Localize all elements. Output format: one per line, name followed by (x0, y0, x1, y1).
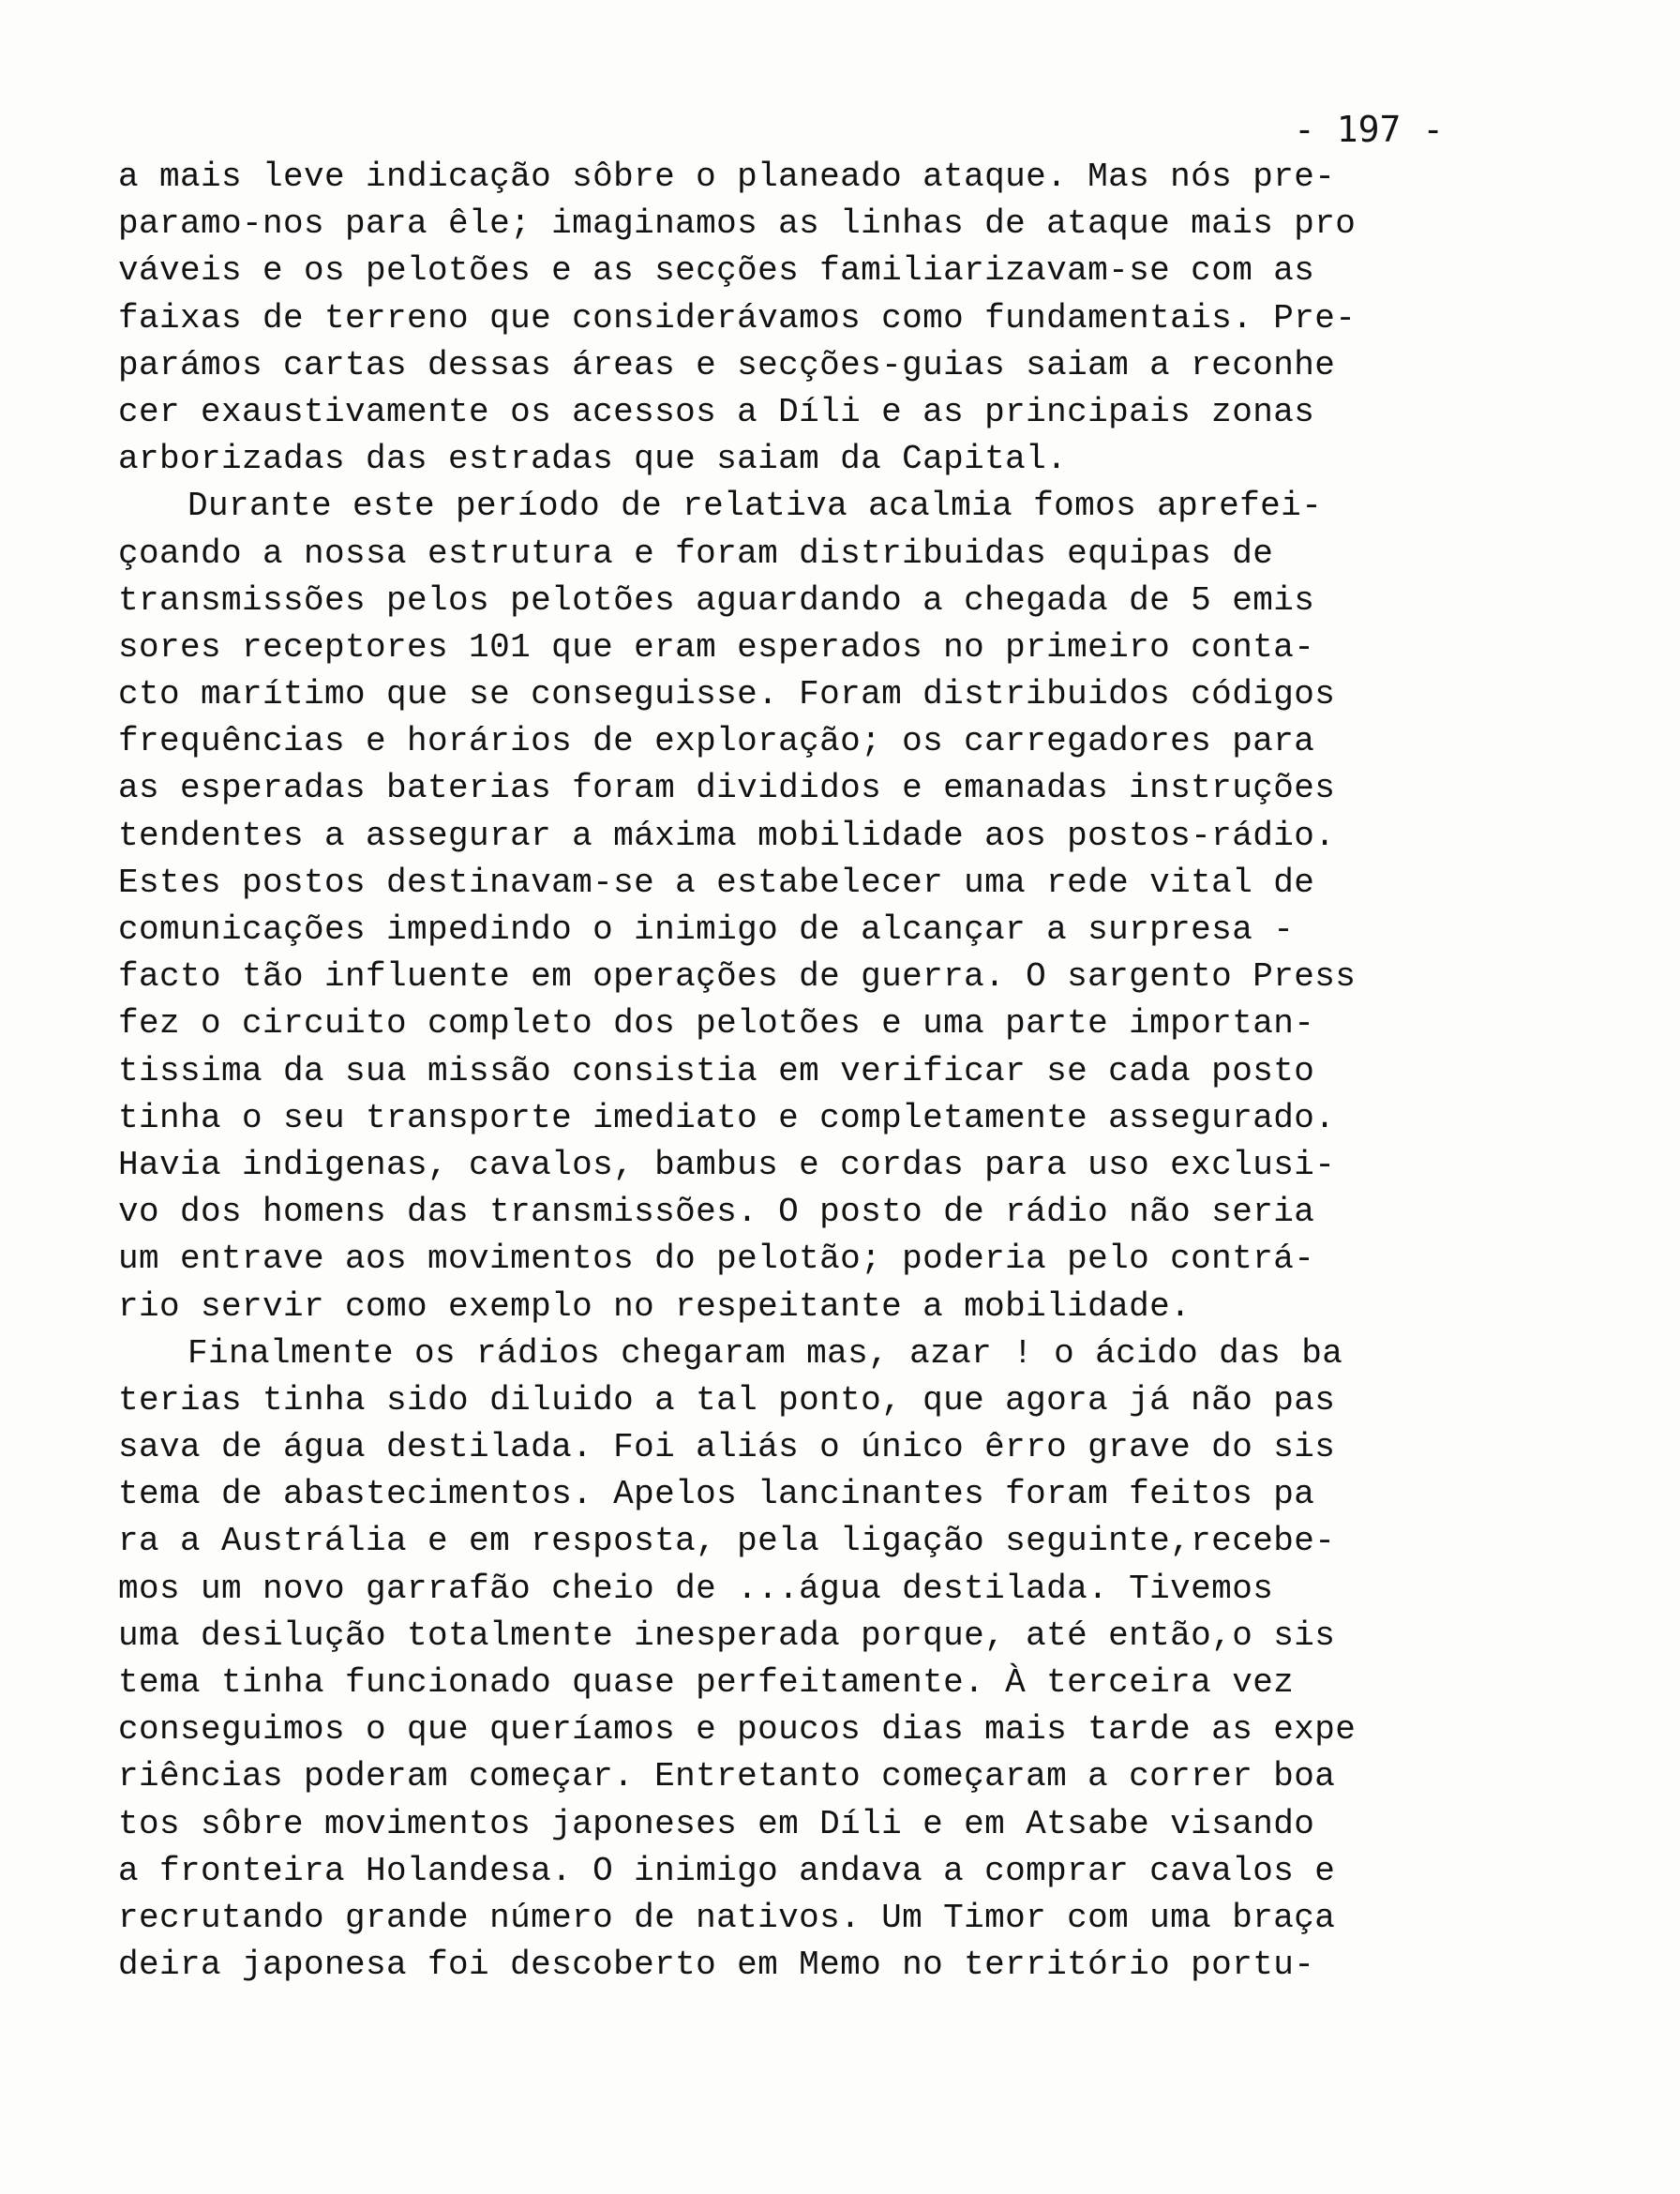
text-line: Estes postos destinavam-se a estabelecer uma rede vital de (118, 863, 1315, 902)
text-line: Durante este período de relativa acalmia fomos aprefei- (188, 487, 1323, 526)
text-line: riências poderam começar. Entretanto começaram a correr boa (118, 1757, 1336, 1796)
text-line: sava de água destilada. Foi aliás o único êrro grave do sis (118, 1428, 1336, 1467)
text-line: vo dos homens das transmissões. O posto de rádio não seria (118, 1193, 1315, 1232)
text-line: recrutando grande número de nativos. Um Timor com uma braça (118, 1898, 1336, 1937)
text-line: çoando a nossa estrutura e foram distribuidas equipas de (118, 533, 1274, 573)
paragraph (118, 1330, 1543, 1990)
text-line: arborizadas das estradas que saiam da Capital. (118, 440, 1068, 479)
text-line: deira japonesa foi descoberto em Memo no território portu- (118, 1946, 1315, 1985)
text-line: tema de abastecimentos. Apelos lancinantes foram feitos pa (118, 1475, 1315, 1514)
text-line: a fronteira Holandesa. O inimigo andava a comprar cavalos e (118, 1851, 1336, 1890)
text-line: parámos cartas dessas áreas e secções-guias saiam a reconhe (118, 345, 1336, 384)
text-line: Havia indigenas, cavalos, bambus e cordas para uso exclusi- (118, 1145, 1336, 1184)
text-line: tissima da sua missão consistia em verificar se cada posto (118, 1051, 1315, 1090)
text-line: cer exaustivamente os acessos a Díli e as principais zonas (118, 392, 1315, 431)
text-line: váveis e os pelotões e as secções familiarizavam-se com as (118, 251, 1315, 291)
text-line: ra a Austrália e em resposta, pela ligação seguinte,recebe- (118, 1522, 1336, 1561)
text-line: um entrave aos movimentos do pelotão; poderia pelo contrá- (118, 1240, 1315, 1279)
text-line: sores receptores 101 que eram esperados no primeiro conta- (118, 627, 1315, 667)
text-line: transmissões pelos pelotões aguardando a chegada de 5 emis (118, 580, 1315, 620)
text-line: as esperadas baterias foram divididos e emanadas instruções (118, 769, 1336, 808)
text-line: a mais leve indicação sôbre o planeado ataque. Mas nós pre- (118, 158, 1336, 196)
text-line: terias tinha sido diluido a tal ponto, que agora já não pas (118, 1380, 1336, 1420)
text-line: tinha o seu transporte imediato e completamente assegurado. (118, 1098, 1336, 1137)
text-line: fez o circuito completo dos pelotões e uma parte importan- (118, 1004, 1315, 1044)
body-text (118, 154, 1543, 1989)
page-number: - 197 - (1294, 109, 1445, 150)
text-line: uma desilução totalmente inesperada porque, até então,o sis (118, 1615, 1336, 1655)
text-line: tos sôbre movimentos japoneses em Díli e em Atsabe visando (118, 1804, 1315, 1843)
text-line: mos um novo garrafão cheio de ...água destilada. Tivemos (118, 1569, 1274, 1608)
text-line: tema tinha funcionado quase perfeitamente. À terceira vez (118, 1663, 1295, 1702)
text-line: frequências e horários de exploração; os carregadores para (118, 722, 1315, 761)
text-line: paramo-nos para êle; imaginamos as linhas de ataque mais pro (118, 204, 1357, 244)
text-line: cto marítimo que se conseguisse. Foram distribuidos códigos (118, 675, 1336, 714)
text-line: tendentes a assegurar a máxima mobilidade aos postos-rádio. (118, 816, 1336, 855)
text-line: rio servir como exemplo no respeitante a mobilidade. (118, 1286, 1192, 1326)
paragraph (118, 483, 1543, 1330)
text-line: conseguimos o que queríamos e poucos dias mais tarde as expe (118, 1710, 1357, 1750)
text-line: Finalmente os rádios chegaram mas, azar ! o ácido das ba (188, 1333, 1343, 1373)
text-line: comunicações impedindo o inimigo de alcançar a surpresa - (118, 910, 1295, 949)
paragraph (118, 154, 1543, 483)
text-line: faixas de terreno que considerávamos como fundamentais. Pre- (118, 298, 1357, 338)
text-line: facto tão influente em operações de guerra. O sargento Press (118, 957, 1357, 997)
